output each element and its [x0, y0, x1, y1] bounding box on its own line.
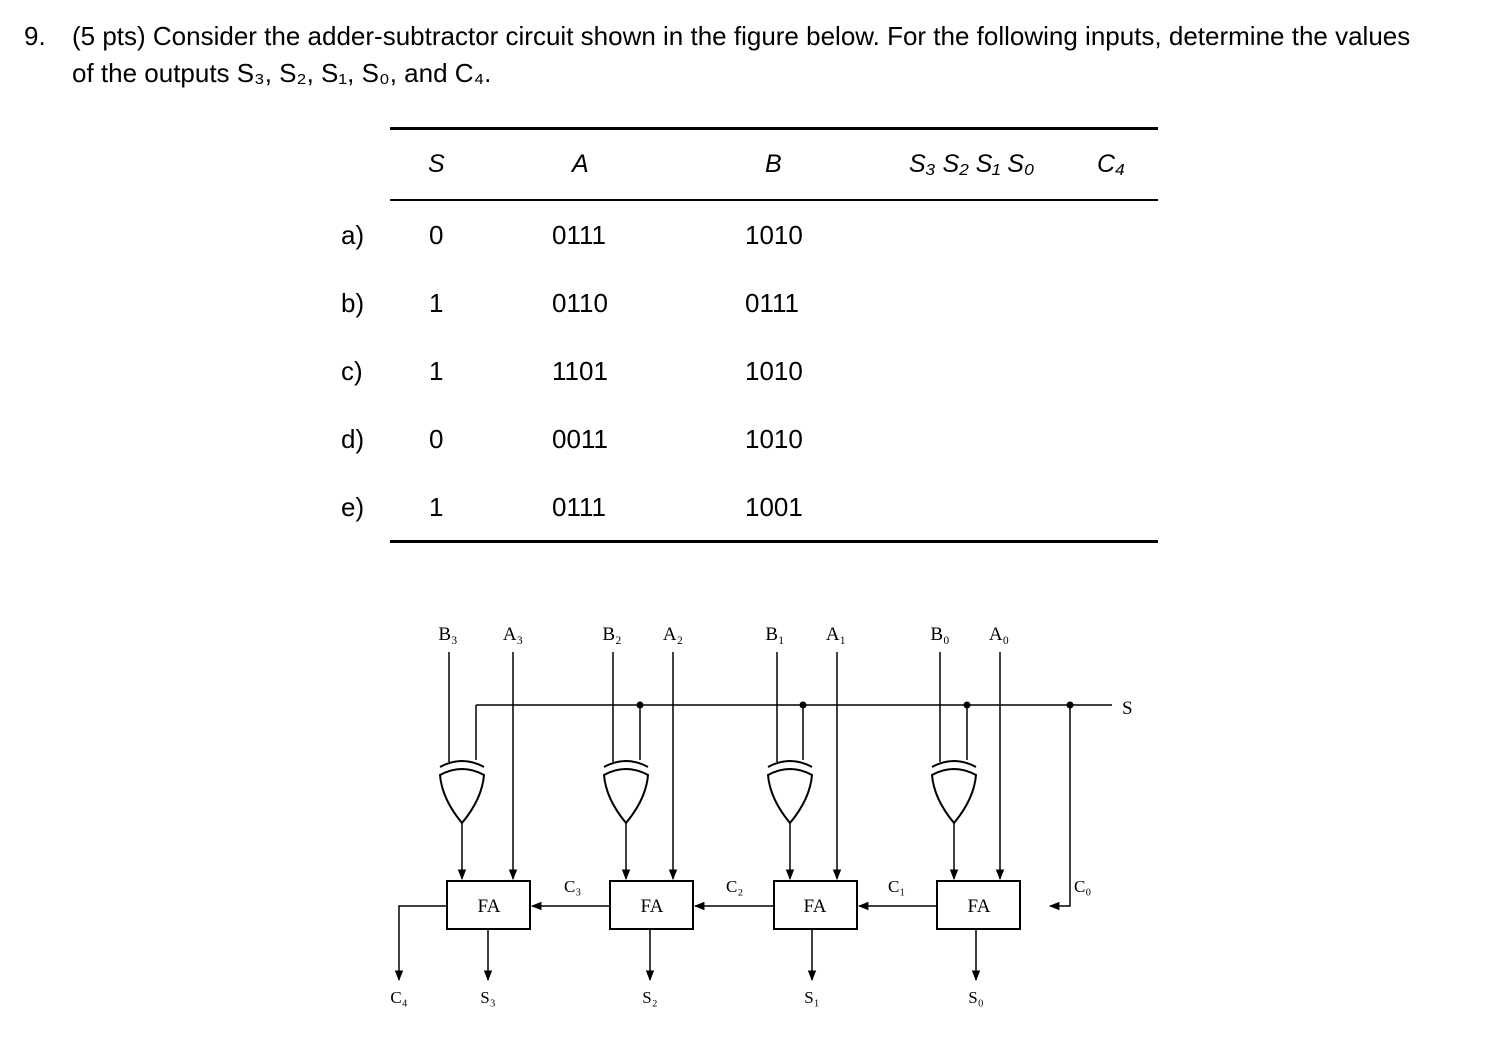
header-a: A: [572, 150, 589, 178]
header-s: S: [428, 150, 445, 178]
output-label: S₃: [480, 988, 496, 1007]
output-label: S₂: [642, 988, 658, 1007]
input-label: A₁: [825, 624, 847, 645]
cell-s: 1: [429, 288, 444, 318]
input-label: A₀: [988, 624, 1010, 645]
input-label: B₁: [765, 624, 785, 645]
row-label: b): [341, 288, 365, 318]
junction-dot: [800, 702, 807, 709]
input-label: B₀: [930, 624, 950, 645]
b-input-wires: [449, 652, 940, 762]
row-label: d): [341, 424, 365, 454]
input-label: B₃: [438, 624, 458, 645]
cell-s: 1: [429, 356, 444, 386]
xor-gate: [932, 761, 976, 823]
xor-gate: [604, 761, 648, 823]
cell-b: 1010: [745, 424, 803, 454]
row-label: e): [341, 492, 365, 522]
input-label: A₃: [502, 624, 524, 645]
control-label: S: [1122, 698, 1133, 719]
cell-b: 1001: [745, 492, 803, 522]
a-input-wires: [513, 652, 1000, 879]
carry-label: C₁: [888, 877, 906, 896]
cell-a: 0011: [552, 424, 608, 454]
cell-a: 0111: [552, 220, 606, 250]
cell-b: 0111: [745, 288, 799, 318]
full-adder-label: FA: [477, 896, 501, 917]
carry-label: C₂: [726, 877, 744, 896]
full-adder-label: FA: [803, 896, 827, 917]
output-label: C₄: [390, 988, 408, 1007]
junction-dot: [637, 702, 644, 709]
xor-output-wires: [462, 823, 954, 879]
cell-s: 0: [429, 424, 444, 454]
row-label: a): [341, 220, 365, 250]
header-sum-bits: S₃ S₂ S₁ S₀: [909, 150, 1035, 178]
xor-gate: [440, 761, 484, 823]
header-b: B: [765, 150, 782, 178]
cell-a: 0111: [552, 492, 606, 522]
junction-dot: [1067, 702, 1074, 709]
junction-dot: [964, 702, 971, 709]
question-number: 9.: [24, 21, 46, 51]
input-label: B₂: [602, 624, 622, 645]
xor-gate: [768, 761, 812, 823]
cell-b: 1010: [745, 356, 803, 386]
question-line-2: of the outputs S₃, S₂, S₁, S₀, and C₄.: [72, 58, 492, 88]
question-line-1: (5 pts) Consider the adder-subtractor circuit shown in the figure below. For the following inputs, determine the values: [72, 21, 1411, 51]
row-label: c): [341, 356, 363, 386]
carry-label: C₃: [564, 877, 582, 896]
cell-b: 1010: [745, 220, 803, 250]
cell-a: 0110: [552, 288, 608, 318]
carry-label: C₀: [1074, 877, 1092, 896]
cell-s: 1: [429, 492, 444, 522]
cell-a: 1101: [552, 356, 608, 386]
full-adder-label: FA: [967, 896, 991, 917]
full-adder-label: FA: [640, 896, 664, 917]
cell-s: 0: [429, 220, 444, 250]
output-label: S₀: [968, 988, 984, 1007]
header-c4: C₄: [1097, 150, 1126, 178]
input-label: A₂: [662, 624, 684, 645]
output-label: S₁: [804, 988, 820, 1007]
